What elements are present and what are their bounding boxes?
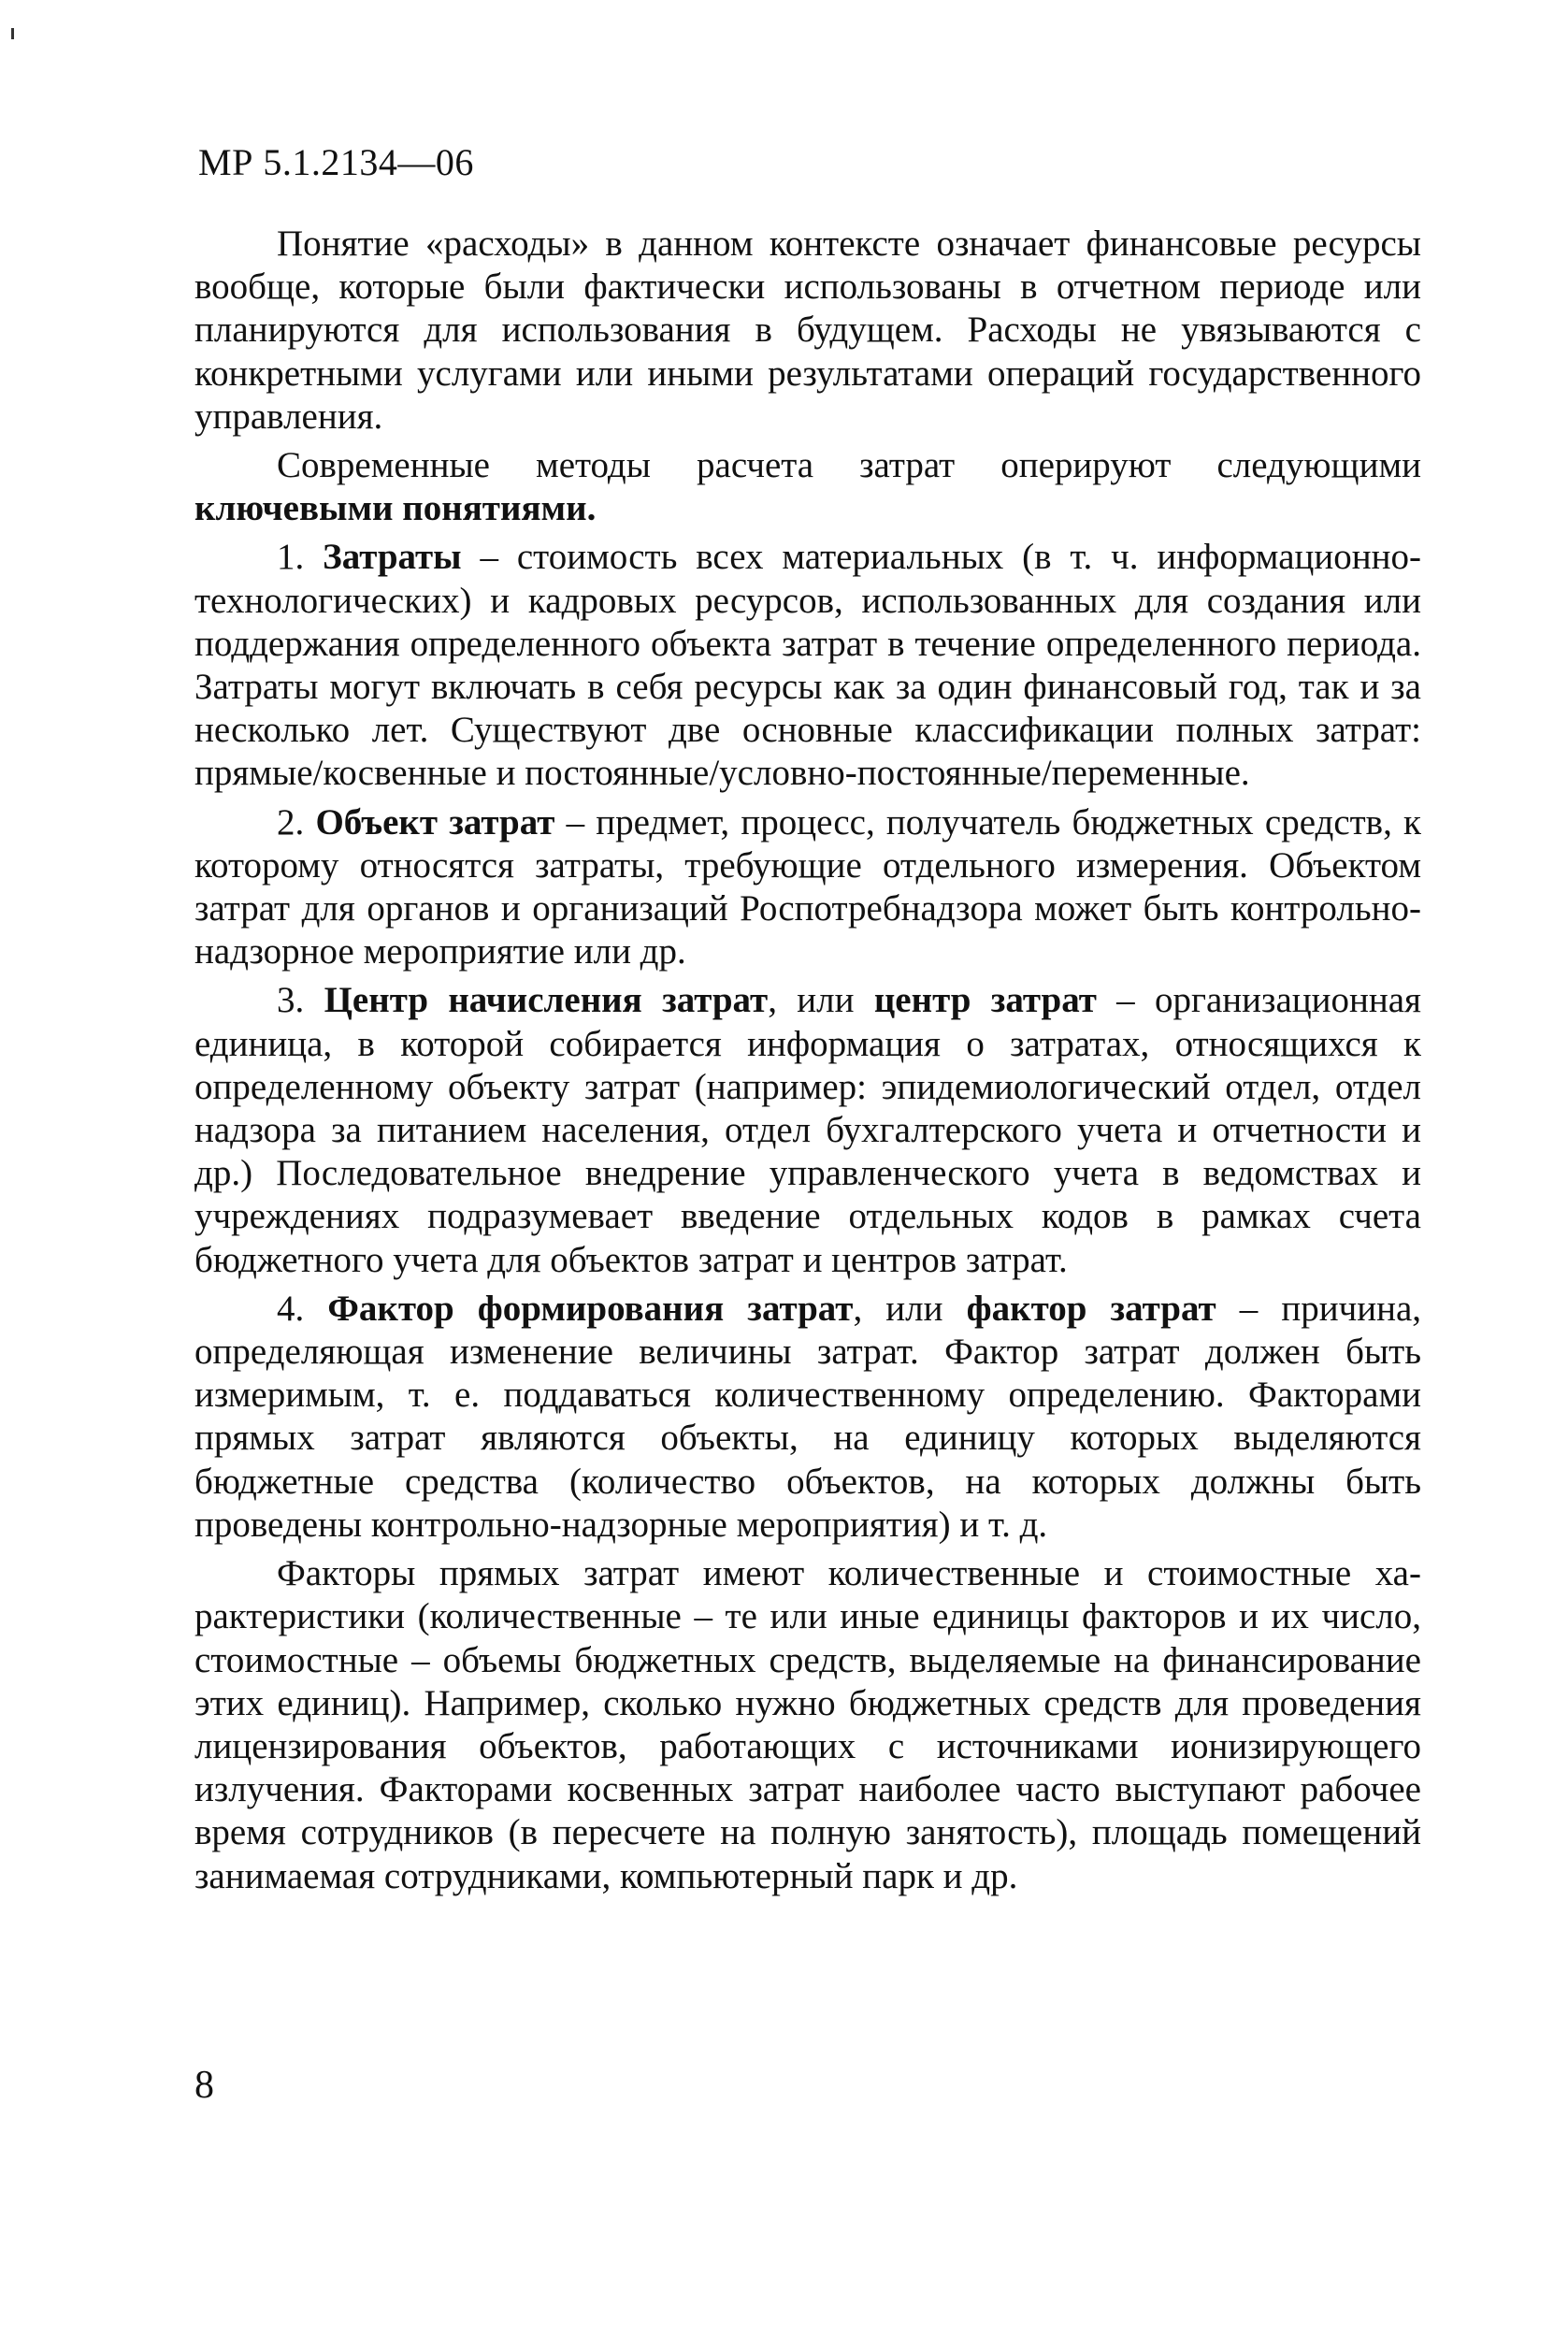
item-term: Затраты xyxy=(323,537,462,578)
item-connector: , или xyxy=(853,1288,967,1329)
item-number: 1. xyxy=(277,537,324,578)
item-text: – организационная единица, в которой собирается информация о затратах, относящихся к определенному объекту затрат (например: эпидемиологический отдел, отдел надзора за питанием населения, отдел бухгалтерского учета и отчетности и др.) Последовательное внедрение управленческого учета в ведомствах и учреждениях подразумевает введение отдельных кодов в рамках счета бюджетного учета для объектов затрат и центров затрат. xyxy=(194,980,1421,1280)
document-body xyxy=(194,223,1421,1898)
item-connector: , или xyxy=(768,980,874,1021)
intro-text: Современные методы расчета затрат оперируют следующими xyxy=(277,445,1421,486)
document-header: МР 5.1.2134—06 xyxy=(198,141,474,183)
item-number: 3. xyxy=(277,980,324,1021)
item-number: 2. xyxy=(277,801,316,843)
item-term: Центр начисления затрат xyxy=(324,980,769,1021)
item-number: 4. xyxy=(277,1288,328,1329)
item-text: – предмет, процесс, получатель бюджетных средств, к которому относятся затраты, требующие отдельного измерения. Объектом затрат для органов и организаций Роспотребнадзора может быть контрольно-надзорное мероприятие или др. xyxy=(194,801,1421,972)
list-item-cost-center xyxy=(194,979,1421,1281)
item-term-alt: фактор затрат xyxy=(966,1288,1216,1329)
paragraph-key-concepts-intro xyxy=(194,444,1421,530)
item-term: Объект затрат xyxy=(315,801,555,843)
paragraph-direct-cost-factors: Факторы прямых затрат имеют количественные и стоимостные характеристики (количественные – те или иные единицы факторов и их число, стоимостные – объемы бюджетных средств, выделяемые на финансирование этих единиц). Например, сколько нужно бюджетных средств для проведения лицензирования объектов, работающих с источниками ионизирующего излучения. Факторами косвенных затрат наиболее часто выступают рабочее время сотрудников (в пересчете на полную занятость), площадь помещений занимаемая сотрудниками, компьютерный парк и др. xyxy=(194,1553,1421,1896)
list-item-cost-driver xyxy=(194,1288,1421,1547)
item-term-alt: центр затрат xyxy=(873,980,1097,1021)
list-item-cost-object xyxy=(194,801,1421,974)
intro-term: ключевыми понятиями. xyxy=(194,488,597,529)
paragraph-expenses-definition: Понятие «расходы» в данном контексте означает финансовые ресурсы вообще, которые были фактически использованы в отчетном периоде или планируются для использования в будущем. Расходы не увязываются с конкретными услугами или иными результатами операций государственного управления. xyxy=(194,223,1421,437)
scan-mark xyxy=(11,28,14,39)
item-text: – причина, определяющая изменение величины затрат. Фактор затрат должен быть измеримым, т. е. поддаваться количественному определению. Факторами прямых затрат являются объекты, на единицу которых выделяются бюджетные средства (количество объектов, на которых должны быть проведены контрольно-надзорные мероприятия) и т. д. xyxy=(194,1288,1422,1545)
list-item-costs xyxy=(194,536,1421,795)
item-term: Фактор формирования затрат xyxy=(327,1288,854,1329)
page-number: 8 xyxy=(194,2064,214,2107)
item-text: – стоимость всех материальных (в т. ч. информационно-технологических) и кадровых ресурсов, использованных для создания или поддержания определенного объекта затрат в течение определенного периода. Затраты могут включать в себя ресурсы как за один финансовый год, так и за несколько лет. Существуют две основные классификации полных затрат: прямые/косвенные и постоянные/условно-постоянные/переменные. xyxy=(194,537,1421,794)
